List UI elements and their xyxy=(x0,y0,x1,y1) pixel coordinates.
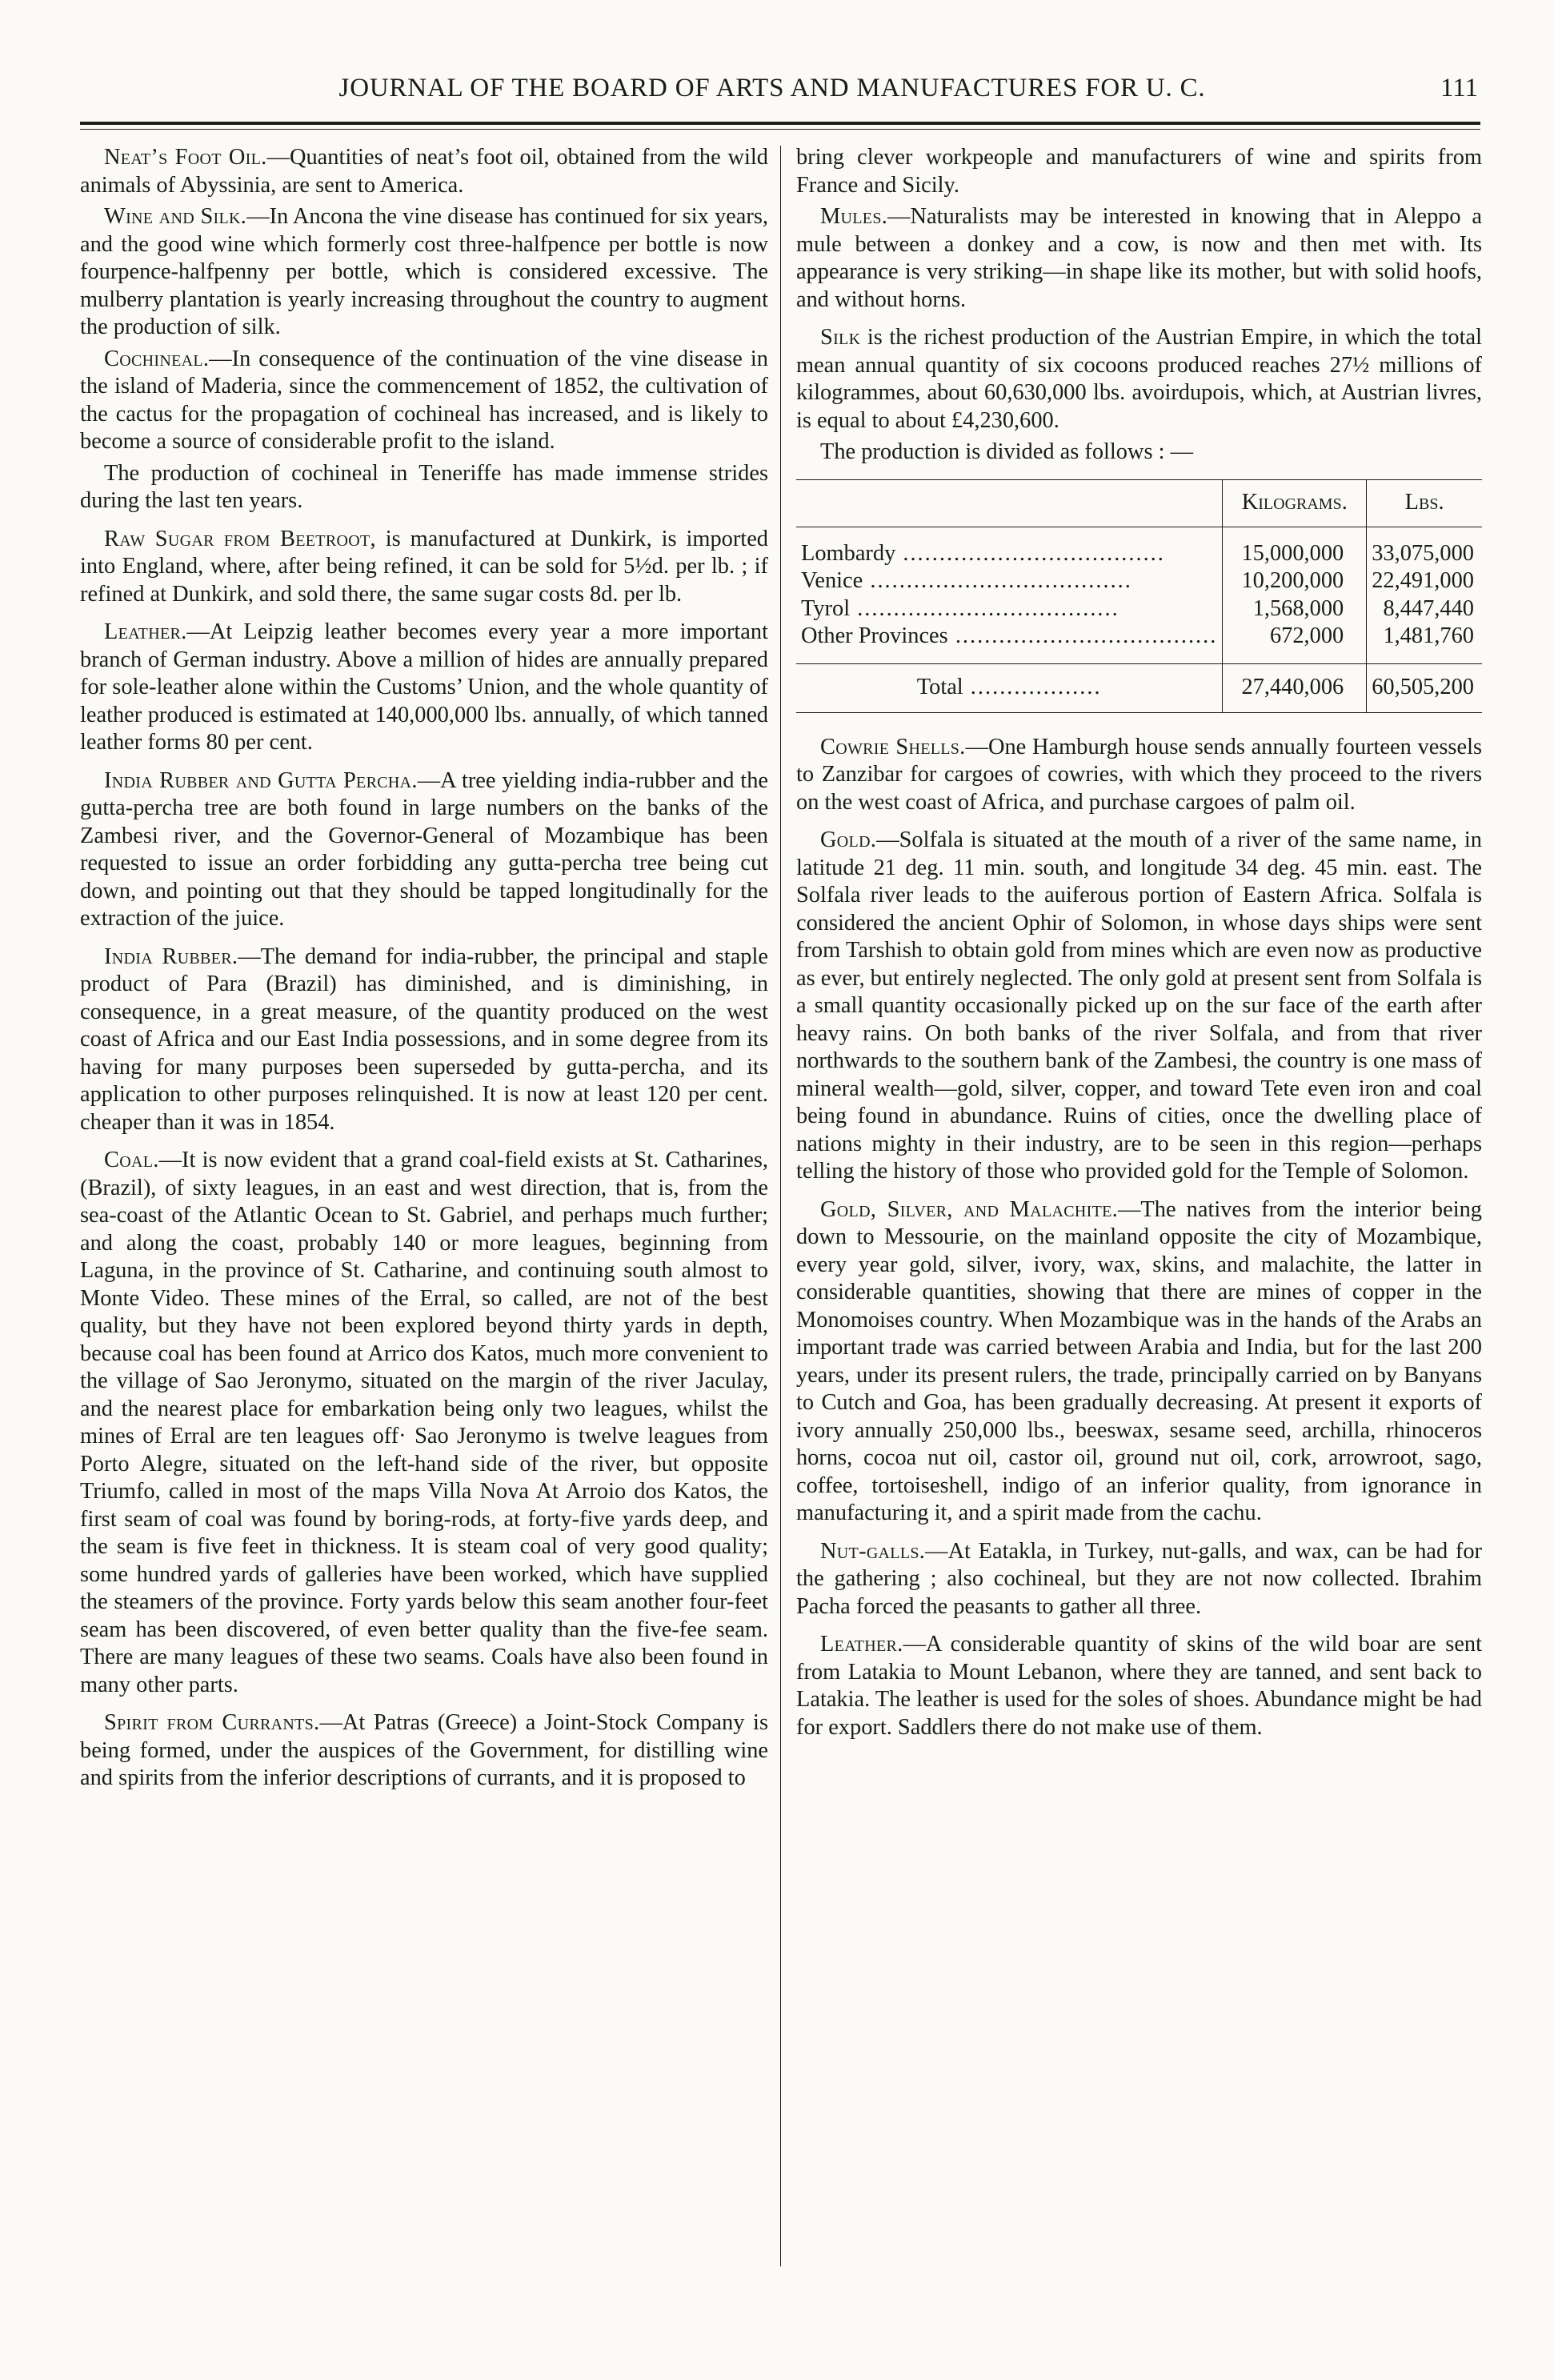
header-rule-thin xyxy=(80,129,1480,130)
article-text: —At Eatakla, in Turkey, nut-galls, and wax, can be had for the gathering ; also cochineal, but they are not now collected. Ibrahim Pacha forced the peasants to gather all three. xyxy=(796,1538,1482,1619)
header-rule-thick xyxy=(80,122,1480,125)
table-cell-kilograms: 10,200,000 xyxy=(1223,567,1367,595)
article-gold xyxy=(796,827,1482,1186)
article-wine-and-silk xyxy=(80,203,768,342)
article-cowrie-shells xyxy=(796,734,1482,817)
table-row xyxy=(796,567,1482,595)
article-text: —The demand for india-rubber, the principal and staple product of Para (Brazil) has diminished, and is diminishing, in consequence, in a great measure, of the quantity produced on the west coast of Africa and our East India possessions, and in some degree from its having for many purposes been superseded by gutta-percha, and its application to other purposes relinquished. It is now at least 120 per cent. cheaper than it was in 1854. xyxy=(80,944,768,1135)
table-cell-lbs: 1,481,760 xyxy=(1383,623,1474,648)
article-text: —The natives from the interior being down to Messourie, on the mainland opposite the city of Mozambique, every year gold, silver, ivory, wax, skins, and malachite, the latter in considerable quantities, showing that there are mines of copper in the Monomoises country. When Mozambique was in the hands of the Arabs an important trade was carried between Arabia and India, but for the last 200 years, under its present rulers, the trade, principally carried on by Banyans to Cutch and Goa, has been gradually decreasing. At present it exports of ivory annually 250,000 lbs., beeswax, sesame seed, archilla, rhinoceros horns, cocoa nut oil, castor oil, ground nut oil, cork, arrowroot, sago, coffee, tortoiseshell, indigo of an inferior quality, from ignorance in manufacturing it, and a spirit made from the cachu. xyxy=(796,1196,1482,1525)
dot-leader: .................................... xyxy=(850,595,1119,621)
article-nut-galls xyxy=(796,1538,1482,1621)
running-head: JOURNAL OF THE BOARD OF ARTS AND MANUFACTURES FOR U. C. xyxy=(338,74,1206,102)
table-cell-kilograms: 1,568,000 xyxy=(1223,595,1367,623)
article-text: bring clever workpeople and manufacturers of wine and spirits from France and Sicily. xyxy=(796,145,1482,198)
table-cell-lbs: 8,447,440 xyxy=(1383,595,1474,621)
article-heading: Nut-galls. xyxy=(820,1538,926,1564)
right-column xyxy=(796,144,1482,1745)
article-cochineal-teneriffe xyxy=(80,460,768,515)
article-gold-silver-malachite xyxy=(796,1196,1482,1528)
table-row xyxy=(796,595,1482,623)
table-cell-lbs: 33,075,000 xyxy=(1372,540,1474,566)
table-cell-region xyxy=(796,527,1223,567)
article-text: —Quantities of neat’s foot oil, obtained from the wild animals of Abyssinia, are sent to America. xyxy=(80,145,768,198)
article-heading: Cowrie Shells. xyxy=(820,734,966,759)
article-text: is manufactured at Dunkirk, is imported into England, where, after being refined, it can be sold for 5½d. per lb. ; if refined at Dunkirk, and sold there, the same sugar costs 8d. per lb. xyxy=(80,526,768,607)
region-name: Venice xyxy=(801,568,863,593)
article-heading: Leather. xyxy=(820,1632,903,1657)
article-heading: Wine and Silk. xyxy=(104,204,247,229)
table-cell-region xyxy=(796,567,1223,595)
article-mules xyxy=(796,203,1482,314)
article-heading: Coal. xyxy=(104,1148,159,1172)
article-heading: Spirit from Currants. xyxy=(104,1710,320,1735)
article-heading: India Rubber and Gutta Percha. xyxy=(104,767,418,793)
article-continuation xyxy=(796,144,1482,199)
silk-production-table xyxy=(796,479,1482,713)
left-column xyxy=(80,144,768,1797)
article-text: —Naturalists may be interested in knowing that in Aleppo a mule between a donkey and a cow, is now and then met with. Its appearance is very striking—in shape like its mother, but with solid hoofs, and without horns. xyxy=(796,204,1482,312)
region-name: Tyrol xyxy=(801,595,851,621)
table-cell-total-label xyxy=(796,663,1223,712)
silk-table-intro xyxy=(796,439,1482,467)
article-text: —In Ancona the vine disease has continued for six years, and the good wine which formerly cost three-halfpence per bottle is now fourpence-halfpenny per bottle, which is considered excessive. The mulberry plantation is yearly increasing throughout the country to augment the production of silk. xyxy=(80,204,768,339)
table-header-kilograms: Kilograms. xyxy=(1223,479,1367,527)
article-text: —One Hamburgh house sends annually fourteen vessels to Zanzibar for cargoes of cowries, with which they proceed to the rivers on the west coast of Africa, and purchase cargoes of palm oil. xyxy=(796,734,1483,815)
article-text: —It is now evident that a grand coal-field exists at St. Catharines, (Brazil), of sixty leagues, in an east and west direction, that is, from the sea-coast of the Atlantic Ocean to St. Gabriel, and perhaps much further; and along the coast, probably 140 or more leagues, beginning from Laguna, in the province of St. Catharine, and continuing south almost to Monte Video. These mines of the Erral, so called, are not of the best quality, but they have not been explored beyond thirty yards in depth, because coal has been found at Arrico dos Katos, much more convenient to the village of Sao Jeronymo, situated on the margin of the river Jaculay, and the nearest place for embarkation being only two leagues, whilst the mines of Erral are ten leagues off· Sao Jeronymo is twelve leagues from Porto Alegre, situated on the left-hand side of the river, but opposite Triumfo, called in most of the maps Villa Nova At Arroio dos Katos, the first seam of coal was found by boring-rods, at forty-five yards deep, and the seam is five feet in thickness. It is steam coal of very good quality; some hundred yards of galleries have been worked, which have supplied the steamers of the province. Forty yards below this seam another four-feet seam has been discovered, of even better quality than the five-fee seam. There are many leagues of these two seams. Coals have also been found in many other parts. xyxy=(80,1148,768,1697)
article-text: —At Leipzig leather becomes every year a more important branch of German industry. Above a million of hides are annually prepared for sole-leather alone within the Customs’ Union, and the whole quantity of leather produced is estimated at 140,000,000 lbs. annually, of which tanned leather forms 80 per cent. xyxy=(80,619,768,755)
dot-leader: .................................... xyxy=(947,623,1218,648)
article-text: —At Patras (Greece) a Joint-Stock Company is being formed, under the auspices of the Government, for distilling wine and spirits from the inferior descriptions of currants, and it is proposed to xyxy=(80,1710,768,1790)
dot-leader: .................................... xyxy=(895,540,1165,566)
article-text: —A considerable quantity of skins of the wild boar are sent from Latakia to Mount Lebanon, where they are tanned, and sent back to Latakia. The leather is used for the soles of shoes. Abundance might be had for export. Saddlers there do not make use of them. xyxy=(796,1632,1482,1740)
article-leather-leipzig xyxy=(80,619,768,757)
table-cell-total-kilograms: 27,440,006 xyxy=(1223,663,1367,712)
total-label: Total xyxy=(916,675,963,700)
table-cell-region xyxy=(796,623,1223,663)
column-divider xyxy=(780,146,781,2266)
table-row xyxy=(796,623,1482,663)
article-heading: Leather. xyxy=(104,619,187,644)
article-spirit-from-currants xyxy=(80,1709,768,1793)
table-row xyxy=(796,527,1482,567)
table-cell-kilograms: 15,000,000 xyxy=(1223,527,1367,567)
region-name: Lombardy xyxy=(801,540,896,566)
article-silk xyxy=(796,324,1482,435)
article-leather-latakia xyxy=(796,1631,1482,1741)
article-heading: Raw Sugar from Beetroot, xyxy=(104,526,376,551)
article-india-rubber-gutta-percha xyxy=(80,767,768,933)
table-cell-region xyxy=(796,595,1223,623)
article-text: is the richest production of the Austrian Empire, in which the total mean annual quantity of six cocoons produced reaches 27½ millions of kilogrammes, about 60,630,000 lbs. avoirdupois, which, at Austrian livres, is equal to about £4,230,600. xyxy=(796,325,1482,433)
article-heading: Cochineal. xyxy=(104,346,210,371)
article-text: The production is divided as follows : — xyxy=(820,439,1194,464)
table-cell-kilograms: 672,000 xyxy=(1223,623,1367,663)
table-header-region xyxy=(796,479,1223,527)
article-text: —A tree yielding india-rubber and the gutta-percha tree are both found in large numbers on the banks of the Zambesi river, and the Governor-General of Mozambique has been requested to issue an order forbidding any gutta-percha tree being cut down, and pointing out that they should be tapped longitudinally for the extraction of the juice. xyxy=(80,767,768,931)
article-text: The production of cochineal in Teneriffe has made immense strides during the last ten years. xyxy=(80,460,768,513)
page-number: 111 xyxy=(1440,74,1478,102)
article-neats-foot-oil xyxy=(80,144,768,199)
article-raw-sugar xyxy=(80,526,768,609)
article-heading: Mules. xyxy=(820,204,888,229)
article-heading: Gold, Silver, and Malachite. xyxy=(820,1196,1119,1222)
dot-leader: .................. xyxy=(963,675,1102,700)
dot-leader: .................................... xyxy=(863,568,1132,593)
table-header-row xyxy=(796,479,1482,527)
region-name: Other Provinces xyxy=(801,623,948,648)
table-total-row xyxy=(796,663,1482,712)
article-heading: Silk xyxy=(820,325,861,350)
table-header-lbs: Lbs. xyxy=(1367,479,1482,527)
article-india-rubber xyxy=(80,944,768,1137)
article-heading: Gold. xyxy=(820,827,877,852)
table-cell-lbs: 22,491,000 xyxy=(1372,568,1474,593)
article-text: —Solfala is situated at the mouth of a river of the same name, in latitude 21 deg. 11 min. south, and longitude 34 deg. 45 min. east. The Solfala river leads to the auiferous portion of Eastern Africa. Solfala is considered the ancient Ophir of Solomon, in whose days ships were sent from Tarshish to obtain gold from mines which are even now as productive as ever, but entirely neglected. The only gold at present sent from Solfala is a small quantity occasionally picked up on the sur face of the earth after heavy rains. On both banks of the river Solfala, and from that river northwards to the southern bank of the Zambesi, the country is one mass of mineral wealth—gold, silver, copper, and toward Tete even iron and coal being found in abundance. Ruins of cities, once the dwelling place of nations mighty in their industry, are to be seen in this region—perhaps telling the history of those who provided gold for the Temple of Solomon. xyxy=(796,827,1482,1184)
article-heading: Neat’s Foot Oil. xyxy=(104,145,267,170)
article-coal xyxy=(80,1147,768,1699)
article-text: —In consequence of the continuation of the vine disease in the island of Maderia, since the commencement of 1852, the cultivation of the cactus for the propagation of cochineal has increased, and is likely to become a source of considerable profit to the island. xyxy=(80,346,768,454)
article-cochineal xyxy=(80,346,768,456)
table-cell-total-lbs: 60,505,200 xyxy=(1367,663,1482,712)
article-heading: India Rubber. xyxy=(104,944,238,969)
